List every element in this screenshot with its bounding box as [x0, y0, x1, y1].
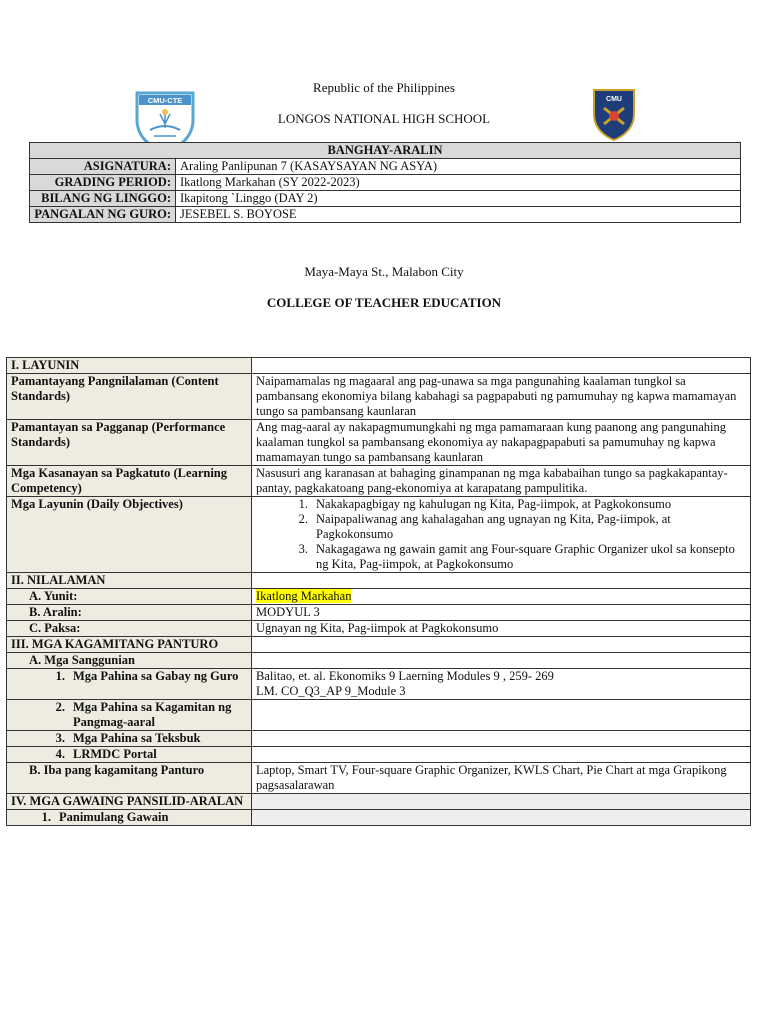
empty-cell: [252, 358, 751, 374]
objective-item: 3. Nakagagawa ng gawain gamit ang Four-square Graphic Organizer ukol sa konsepto ng Kita, Pag-iimpok, at Pagkokonsumo: [298, 542, 735, 571]
week-label: BILANG NG LINGGO:: [30, 191, 176, 207]
ref-item-value: [252, 731, 751, 747]
iba-pang-kagamitan-value: Laptop, Smart TV, Four-square Graphic Organizer, KWLS Chart, Pie Chart at mga Grapikong pagsasalarawan: [252, 763, 751, 794]
week-value: Ikapitong `Linggo (DAY 2): [176, 191, 741, 207]
aralin-label: B. Aralin:: [7, 605, 252, 621]
sanggunian-label: A. Mga Sanggunian: [7, 653, 252, 669]
empty-cell: [252, 794, 751, 810]
ref-item-value: [252, 747, 751, 763]
ref-item-label: 2. Mga Pahina sa Kagamitan ng Pangmag-aaral: [7, 700, 252, 731]
ref-item-value: Balitao, et. al. Ekonomiks 9 Laerning Modules 9 , 259- 269 LM. CO_Q3_AP 9_Module 3: [252, 669, 751, 700]
svg-text:CMU: CMU: [606, 96, 622, 103]
yunit-highlight: Ikatlong Markahan: [256, 589, 352, 603]
objective-item: 2. Naipapaliwanag ang kahalagahan ang ugnayan ng Kita, Pag-iimpok, at Pagkokonsumo: [298, 512, 671, 541]
performance-standards-value: Ang mag-aaral ay nakapagmumungkahi ng mga pamamaraan kung paanong ang pangunahing kaalaman tungkol sa pambansang ekonomiya ay nakapagpapabuti sa pamumuhay ng kapwa mamamayan tungo sa pambansang kaunlaran: [252, 420, 751, 466]
yunit-label: A. Yunit:: [7, 589, 252, 605]
ref-item-label: 3. Mga Pahina sa Teksbuk: [7, 731, 252, 747]
ref-item-value: [252, 700, 751, 731]
address-line: Maya-Maya St., Malabon City: [304, 264, 464, 279]
grading-period-label: GRADING PERIOD:: [30, 175, 176, 191]
ref-item-label: 4. LRMDC Portal: [7, 747, 252, 763]
empty-cell: [252, 653, 751, 669]
paksa-label: C. Paksa:: [7, 621, 252, 637]
teacher-label: PANGALAN NG GURO:: [30, 207, 176, 223]
daily-objectives-value: [252, 497, 751, 573]
content-standards-label: Pamantayang Pangnilalaman (Content Standards): [7, 374, 252, 420]
section-kagamitan: III. MGA KAGAMITANG PANTURO: [7, 637, 252, 653]
yunit-value: [252, 589, 751, 605]
paksa-value: Ugnayan ng Kita, Pag-iimpok at Pagkokonsumo: [252, 621, 751, 637]
empty-cell: [252, 810, 751, 826]
empty-cell: [252, 637, 751, 653]
svg-text:CMU-CTE: CMU-CTE: [147, 96, 183, 105]
empty-cell: [252, 573, 751, 589]
lesson-plan-title: BANGHAY-ARALIN: [30, 143, 741, 159]
ref-item-label: 1. Mga Pahina sa Gabay ng Guro: [7, 669, 252, 700]
learning-competency-value: Nasusuri ang karanasan at bahaging ginampanan ng mga kababaihan tungo sa pagkakapantay-pantay, pagkakatoang pang-ekonomiya at karapatang pampulitika.: [252, 466, 751, 497]
teacher-value: JESEBEL S. BOYOSE: [176, 207, 741, 223]
content-standards-value: Naipamamalas ng magaaral ang pag-unawa sa mga pangunahing kaalaman tungkol sa pambansang ekonomiya bilang kabahagi sa pagpapabuti ng pamumuhay ng kapwa mamamayan tungo sa pambansang kaunlaran: [252, 374, 751, 420]
daily-objectives-label: Mga Layunin (Daily Objectives): [7, 497, 252, 573]
republic-line: Republic of the Philippines: [313, 80, 455, 95]
grading-period-value: Ikatlong Markahan (SY 2022-2023): [176, 175, 741, 191]
learning-competency-label: Mga Kasanayan sa Pagkatuto (Learning Competency): [7, 466, 252, 497]
section-layunin: I. LAYUNIN: [7, 358, 252, 374]
objective-item: 1. Nakakapagbigay ng kahulugan ng Kita, Pag-iimpok, at Pagkokonsumo: [298, 497, 672, 511]
subject-label: ASIGNATURA:: [30, 159, 176, 175]
section-nilalaman: II. NILALAMAN: [7, 573, 252, 589]
iba-pang-kagamitan-label: B. Iba pang kagamitang Panturo: [7, 763, 252, 794]
performance-standards-label: Pamantayan sa Pagganap (Performance Standards): [7, 420, 252, 466]
school-name: LONGOS NATIONAL HIGH SCHOOL: [277, 111, 491, 126]
aralin-value: MODYUL 3: [252, 605, 751, 621]
subject-value: Araling Panlipunan 7 (KASAYSAYAN NG ASYA): [176, 159, 741, 175]
lesson-plan-table: [6, 357, 751, 826]
panimula-label: 1. Panimulang Gawain: [7, 810, 252, 826]
college-name: COLLEGE OF TEACHER EDUCATION: [266, 295, 502, 310]
lesson-info-table: [29, 142, 741, 223]
section-gawain: IV. MGA GAWAING PANSILID-ARALAN: [7, 794, 252, 810]
